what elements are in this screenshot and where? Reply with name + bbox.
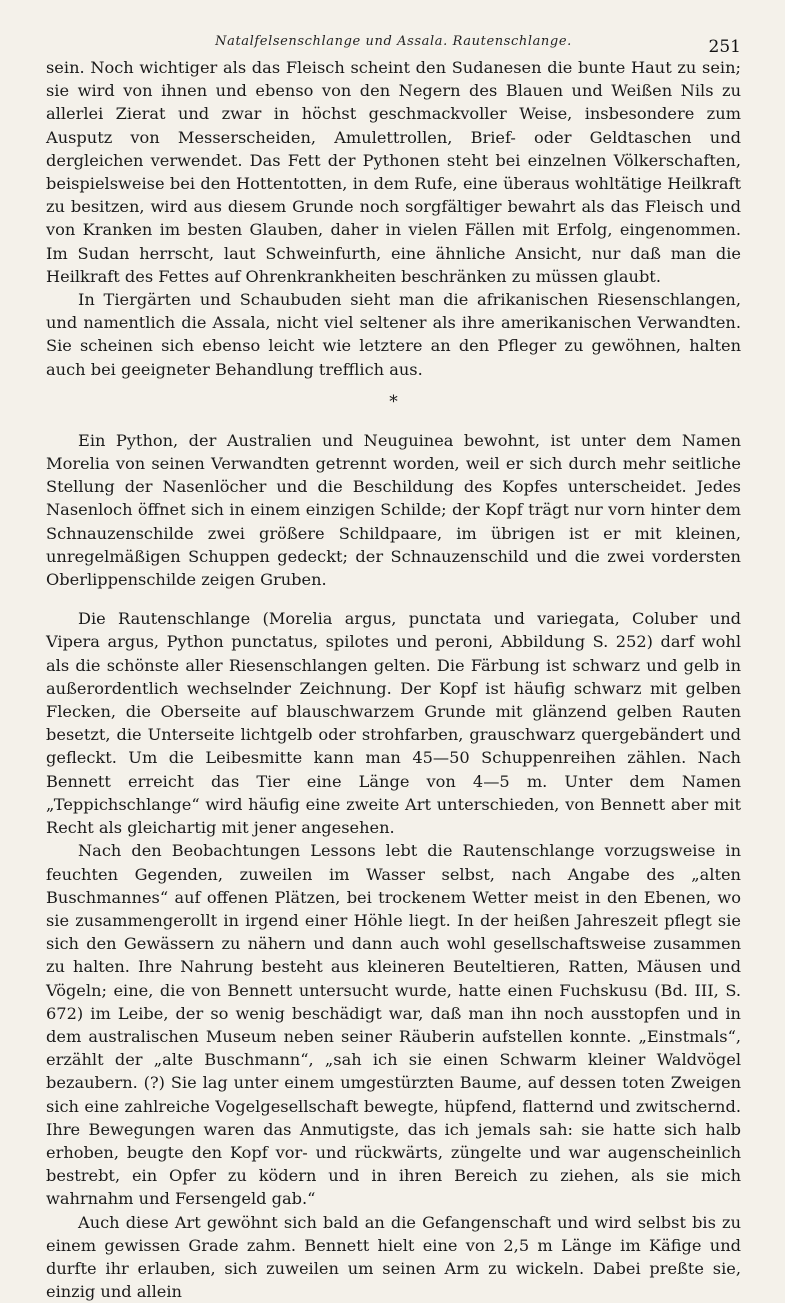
paragraph-morelia-genus: Ein Python, der Australien und Neuguinea bewohnt, ist unter dem Namen Morelia von seinen Verwandten getrennt worden, weil er sich durch mehr seitliche Stellung der Nasenlöcher und die Beschildung des Kopfes unterscheidet. Jedes Nasenloch öffnet sich in einem einzigen Schilde; der Kopf trägt nur vorn hinter dem Schnauzenschilde zwei größere Schildpaare, im übrigen ist er mit kleinen, unregelmäßigen Schuppen gedeckt; der Schnauzenschild und die zwei vordersten Oberlippenschilde zeigen Gruben. <box>46 430 741 590</box>
paragraph-rautenschlange-description: Die Rautenschlange (Morelia argus, punctata und variegata, Coluber und Vipera argus, Python punctatus, spilotes und peroni, Abbildung S. 252) darf wohl als die schönste aller Riesenschlangen gelten. Die Färbung ist schwarz und gelb in außerordentlich wechselnder Zeichnung. Der Kopf ist häufig schwarz mit gelben Flecken, die Oberseite auf blauschwarzem Grunde mit glänzend gelben Rauten besetzt, die Unterseite lichtgelb oder strohfarben, grauschwarz quergebändert und gefleckt. Um die Leibesmitte kann man 45—50 Schuppenreihen zählen. Nach Bennett erreicht das Tier eine Länge von 4—5 m. Unter dem Namen „Teppichschlange“ wird häufig eine zweite Art unterschieden, von Bennett aber mit Recht als gleichartig mit jener angesehen. <box>46 609 741 838</box>
paragraph-rautenschlange-habits: Nach den Beobachtungen Lessons lebt die Rautenschlange vorzugsweise in feuchten Gegenden, zuweilen im Wasser selbst, nach Angabe des „alten Buschmannes“ auf offenen Plätzen, bei trockenem Wetter meist in den Ebenen, wo sie zusammengerollt in irgend einer Höhle liegt. In der heißen Jahreszeit pflegt sie sich den Gewässern zu nähern und dann auch wohl gesellschaftsweise zusammen zu halten. Ihre Nahrung besteht aus kleineren Beuteltieren, Ratten, Mäusen und Vögeln; eine, die von Bennett untersucht wurde, hatte einen Fuchskusu (Bd. III, S. 672) im Leibe, der so wenig beschädigt war, daß man ihn noch ausstopfen und in dem australischen Museum neben seiner Räuberin aufstellen konnte. „Einstmals“, erzählt der „alte Buschmann“, „sah ich sie einen Schwarm kleiner Waldvögel bezaubern. (?) Sie lag unter einem umgestürzten Baume, auf dessen toten Zweigen sich eine zahlreiche Vogelgesellschaft bewegte, hüpfend, flatternd und zwitschernd. Ihre Bewegungen waren das Anmutigste, das ich jemals sah: sie hatte sich halb erhoben, beugte den Kopf vor- und rückwärts, züngelte und war augenscheinlich bestrebt, ein Opfer zu ködern und in ihren Bereich zu ziehen, als sie mich wahrnahm und Fersengeld gab.“ <box>46 841 741 1209</box>
running-title: Natalfelsenschlange und Assala. Rautenschlange. <box>215 34 572 49</box>
page-number: 251 <box>708 37 741 57</box>
paragraph-rautenschlange-captivity: Auch diese Art gewöhnt sich bald an die Gefangenschaft und wird selbst bis zu einem gewissen Grade zahm. Bennett hielt eine von 2,5 m Länge im Käfige und durfte ihr erlauben, sich zuweilen um seinen Arm zu wickeln. Dabei preßte sie, einzig und allein <box>46 1212 741 1302</box>
page-header <box>46 30 741 56</box>
paragraph-captivity: In Tiergärten und Schaubuden sieht man die afrikanischen Riesenschlangen, und namentlich die Assala, nicht viel seltener als ihre amerikanischen Verwandten. Sie scheinen sich ebenso leicht wie letztere an den Pfleger zu gewöhnen, halten auch bei geeigneter Behandlung trefflich aus. <box>46 290 741 379</box>
spacer <box>46 591 741 607</box>
paragraph-fat-and-skin-use: sein. Noch wichtiger als das Fleisch scheint den Sudanesen die bunte Haut zu sein; sie wird von ihnen und ebenso von den Negern des Blauen und Weißen Nils zu allerlei Zierat und zwar in höchst geschmackvoller Weise, insbesondere zum Ausputz von Messerscheiden, Amulettrollen, Brief- oder Geldtaschen und dergleichen verwendet. Das Fett der Pythonen steht bei einzelnen Völkerschaften, beispielsweise bei den Hottentotten, in dem Rufe, eine überaus wohltätige Heilkraft zu besitzen, wird aus diesem Grunde noch sorgfältiger bewahrt als das Fleisch und von Kranken im besten Glauben, daher in vielen Fällen mit Erfolg, eingenommen. Im Sudan herrscht, laut Schweinfurth, eine ähnliche Ansicht, nur daß man die Heilkraft des Fettes auf Ohrenkrankheiten beschränken zu müssen glaubt. <box>46 58 741 286</box>
section-separator: * <box>389 391 398 412</box>
